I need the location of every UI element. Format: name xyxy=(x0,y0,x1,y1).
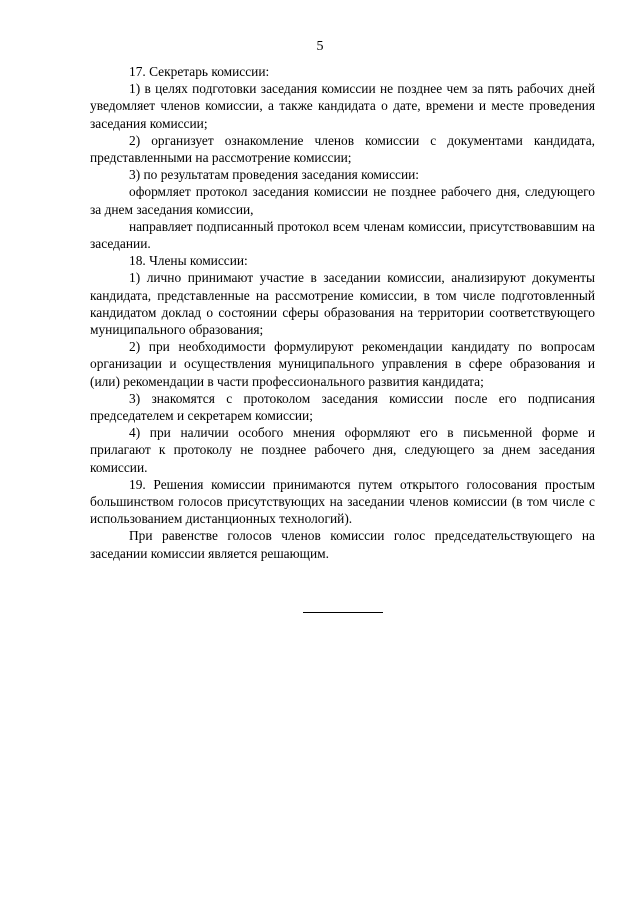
section-18-heading: 18. Члены комиссии: xyxy=(129,253,248,269)
section-17-item-1: 1) в целях подготовки заседания комиссии не позднее чем за пять рабочих дней уведомляет членов комиссии, а также кандидата о дате, времени и месте проведения заседания комиссии; xyxy=(90,81,595,131)
section-17-item-3: 3) по результатам проведения заседания комиссии: xyxy=(129,167,420,183)
section-19-paragraph: 19. Решения комиссии принимаются путем открытого голосования простым большинством голосов присутствующих на заседании членов комиссии (в том числе с использованием дистанционных технологий). xyxy=(90,476,595,527)
page-number: 5 xyxy=(316,39,324,54)
section-17-item-3-sub-2: направляет подписанный протокол всем членам комиссии, присутствовавшим на заседании. xyxy=(90,218,595,252)
section-18-item-2: 2) при необходимости формулируют рекомендации кандидату по вопросам организации и осуществления муниципального управления в сфере образования и (или) рекомендации в части профессионального развития кандидата; xyxy=(90,339,595,389)
section-18-item-3: 3) знакомятся с протоколом заседания комиссии после его подписания председателем и секретарем комиссии; xyxy=(90,390,595,424)
section-17-heading: 17. Секретарь комиссии: xyxy=(129,64,270,79)
document-body xyxy=(90,63,595,562)
end-divider-line xyxy=(303,612,383,613)
section-17-item-3-sub-1: оформляет протокол заседания комиссии не позднее рабочего дня, следующего за днем заседания комиссии, xyxy=(90,184,595,217)
section-19-tie-rule: При равенстве голосов членов комиссии голос председательствующего на заседании комиссии является решающим. xyxy=(90,528,595,561)
section-17-item-2: 2) организует ознакомление членов комиссии с документами кандидата, представленными на рассмотрение комиссии; xyxy=(90,132,595,166)
section-18-item-4: 4) при наличии особого мнения оформляют его в письменной форме и прилагают к протоколу не позднее рабочего дня, следующего за днем заседания комиссии. xyxy=(90,425,595,475)
section-18-item-1: 1) лично принимают участие в заседании комиссии, анализируют документы кандидата, представленные на рассмотрение комиссии, в том числе подготовленный кандидатом доклад о состоянии сферы образования на территории соответствующего муниципального образования; xyxy=(90,270,595,338)
